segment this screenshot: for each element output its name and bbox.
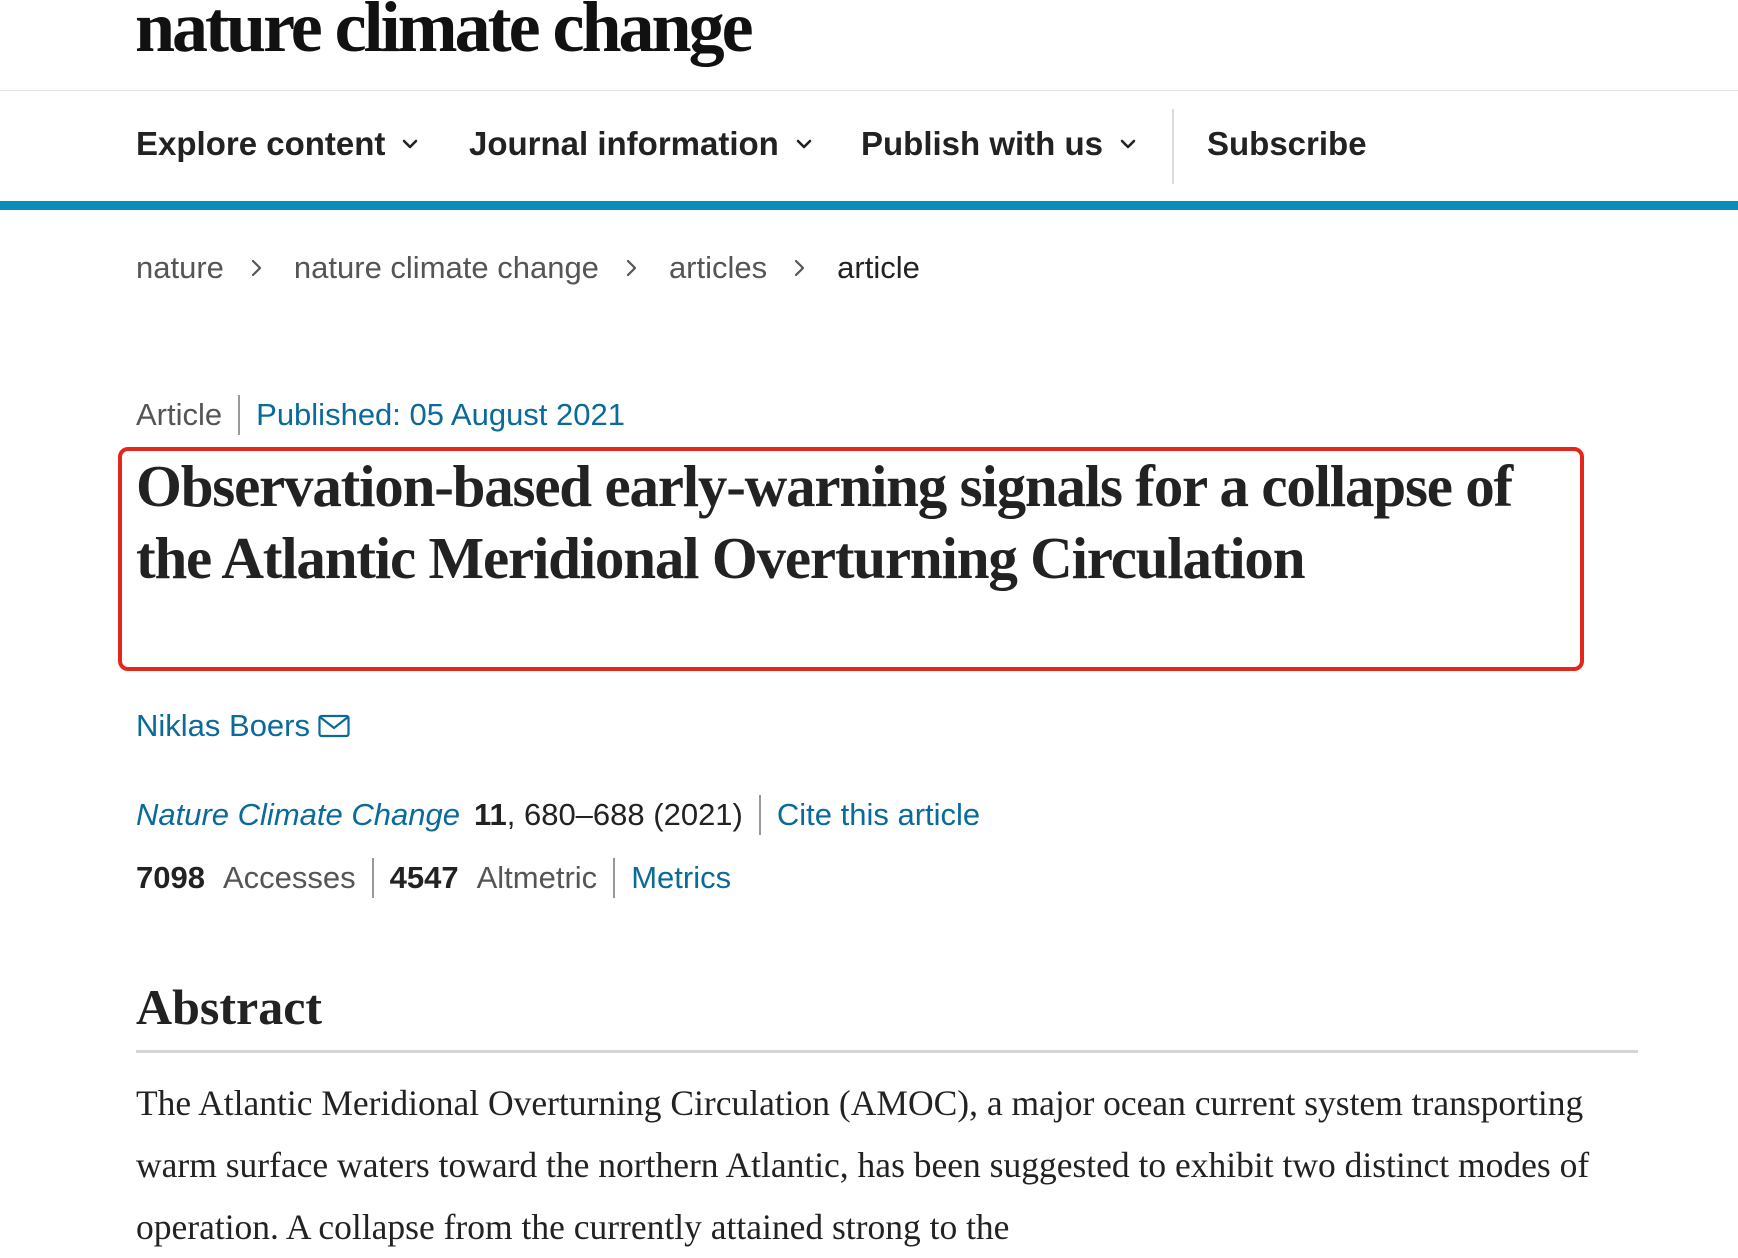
meta-divider [238, 395, 240, 435]
journal-name[interactable]: Nature Climate Change [136, 797, 460, 832]
nav-journal-information[interactable] [469, 125, 813, 163]
abstract-divider [136, 1050, 1638, 1053]
main-nav [0, 91, 1738, 210]
nav-item-label: Publish with us [861, 125, 1104, 162]
abstract-heading: Abstract [136, 979, 323, 1035]
journal-pages-year: , 680–688 (2021) [506, 797, 743, 832]
published-date[interactable]: Published: 05 August 2021 [256, 397, 625, 432]
nav-explore-content[interactable] [136, 125, 419, 163]
citation-line [136, 795, 980, 835]
masthead [0, 0, 1738, 91]
breadcrumb-current: article [837, 250, 920, 285]
article-title: Observation-based early-warning signals for a collapse of the Atlantic Meridional Overturning Circulation [136, 453, 1513, 591]
nav-publish-with-us[interactable] [861, 125, 1137, 163]
accesses-count: 7098 [136, 860, 205, 895]
abstract-text: The Atlantic Meridional Overturning Circulation (AMOC), a major ocean current system transporting warm surface waters toward the northern Atlantic, has been suggested to exhibit two distinct modes of operation. A collapse from the currently attained strong to the [136, 1083, 1590, 1247]
mail-icon[interactable] [318, 714, 350, 738]
subscribe-link[interactable]: Subscribe [1207, 125, 1367, 162]
altmetric-label: Altmetric [476, 860, 598, 895]
chevron-right-icon [250, 259, 264, 277]
metrics-divider [372, 858, 374, 898]
breadcrumb [136, 250, 920, 286]
site-logo[interactable]: nature climate change [135, 0, 751, 67]
author-name: Niklas Boers [136, 708, 310, 743]
metrics-link[interactable]: Metrics [631, 860, 732, 895]
nav-item-label: Explore content [136, 125, 386, 162]
altmetric-count: 4547 [389, 860, 459, 895]
chevron-right-icon [793, 259, 807, 277]
chevron-down-icon [1119, 135, 1137, 153]
chevron-down-icon [401, 135, 419, 153]
chevron-right-icon [625, 259, 639, 277]
breadcrumb-articles[interactable]: articles [668, 250, 768, 285]
author-link[interactable] [136, 708, 350, 744]
metrics-divider [613, 858, 615, 898]
cite-this-article-link[interactable]: Cite this article [776, 797, 981, 832]
chevron-down-icon [795, 135, 813, 153]
breadcrumb-nature[interactable]: nature [136, 250, 224, 285]
article-type: Article [136, 397, 223, 432]
journal-volume: 11 [473, 797, 507, 832]
accesses-label: Accesses [222, 860, 356, 895]
breadcrumb-nature-climate-change[interactable]: nature climate change [293, 250, 599, 285]
nav-item-label: Journal information [469, 125, 779, 162]
metrics-line [136, 858, 731, 898]
article-meta [136, 395, 625, 435]
citation-divider [759, 795, 761, 835]
nav-divider [1172, 109, 1174, 184]
